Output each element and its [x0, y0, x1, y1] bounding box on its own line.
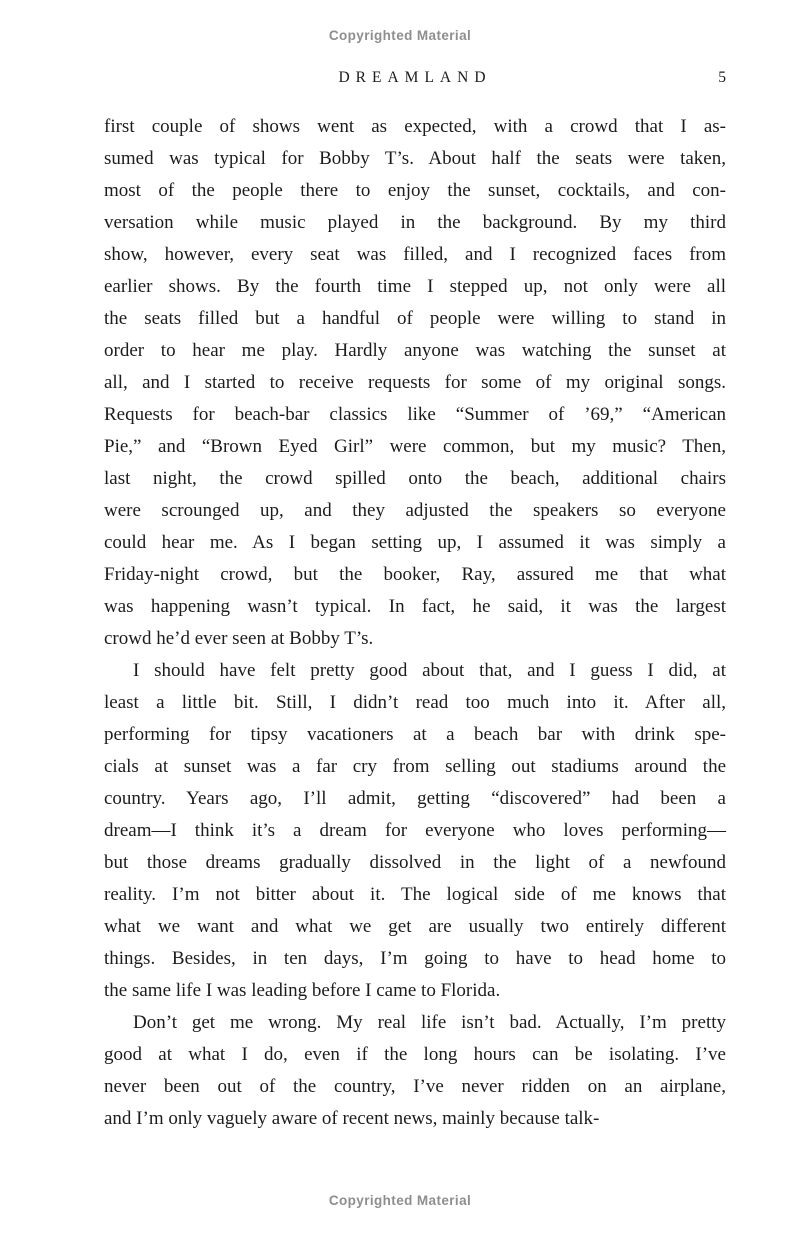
text-line: most of the people there to enjoy the sunset, cocktails, and con-	[104, 180, 726, 201]
text-line: country. Years ago, I’ll admit, getting “discovered” had been a	[104, 788, 726, 809]
text-line: cials at sunset was a far cry from selling out stadiums around the	[104, 756, 726, 777]
text-line: the same life I was leading before I came to Florida.	[104, 980, 501, 1001]
text-line: all, and I started to receive requests for some of my original songs.	[104, 372, 726, 393]
text-line: what we want and what we get are usually two entirely different	[104, 916, 726, 937]
text-line: never been out of the country, I’ve never ridden on an airplane,	[104, 1076, 726, 1097]
text-line: could hear me. As I began setting up, I assumed it was simply a	[104, 532, 726, 553]
text-line: I should have felt pretty good about that, and I guess I did, at	[133, 660, 726, 681]
text-line: sumed was typical for Bobby T’s. About half the seats were taken,	[104, 148, 726, 169]
running-header	[104, 69, 726, 89]
text-line: good at what I do, even if the long hours can be isolating. I’ve	[104, 1044, 726, 1065]
text-line: versation while music played in the background. By my third	[104, 212, 726, 233]
body-text	[104, 111, 726, 1135]
text-line: the seats filled but a handful of people were willing to stand in	[104, 308, 726, 329]
text-line: Pie,” and “Brown Eyed Girl” were common, but my music? Then,	[104, 436, 726, 457]
page-title: DREAMLAND	[338, 69, 492, 86]
copyright-notice-bottom: Copyrighted Material	[328, 1193, 472, 1208]
text-line: performing for tipsy vacationers at a beach bar with drink spe-	[104, 724, 726, 745]
text-line: dream—I think it’s a dream for everyone who loves performing—	[104, 820, 726, 841]
copyright-notice-top: Copyrighted Material	[328, 28, 472, 43]
text-line: things. Besides, in ten days, I’m going to have to head home to	[104, 948, 726, 969]
text-line: first couple of shows went as expected, with a crowd that I as-	[104, 116, 726, 137]
text-line: last night, the crowd spilled onto the beach, additional chairs	[104, 468, 726, 489]
text-line: but those dreams gradually dissolved in the light of a newfound	[104, 852, 726, 873]
text-line: Don’t get me wrong. My real life isn’t bad. Actually, I’m pretty	[133, 1012, 726, 1033]
text-line: and I’m only vaguely aware of recent news, mainly because talk-	[104, 1108, 600, 1129]
text-line: Requests for beach-bar classics like “Summer of ’69,” “American	[104, 404, 726, 425]
text-line: least a little bit. Still, I didn’t read too much into it. After all,	[104, 692, 726, 713]
page-number: 5	[718, 69, 726, 86]
text-line: was happening wasn’t typical. In fact, he said, it was the largest	[104, 596, 726, 617]
paragraph	[104, 1007, 726, 1135]
paragraph	[104, 111, 726, 655]
text-line: earlier shows. By the fourth time I stepped up, not only were all	[104, 276, 726, 297]
text-line: were scrounged up, and they adjusted the speakers so everyone	[104, 500, 726, 521]
paragraph	[104, 655, 726, 1007]
text-line: crowd he’d ever seen at Bobby T’s.	[104, 628, 374, 649]
text-line: order to hear me play. Hardly anyone was watching the sunset at	[104, 340, 726, 361]
text-line: Friday-night crowd, but the booker, Ray, assured me that what	[104, 564, 726, 585]
text-line: reality. I’m not bitter about it. The logical side of me knows that	[104, 884, 726, 905]
text-line: show, however, every seat was filled, and I recognized faces from	[104, 244, 726, 265]
